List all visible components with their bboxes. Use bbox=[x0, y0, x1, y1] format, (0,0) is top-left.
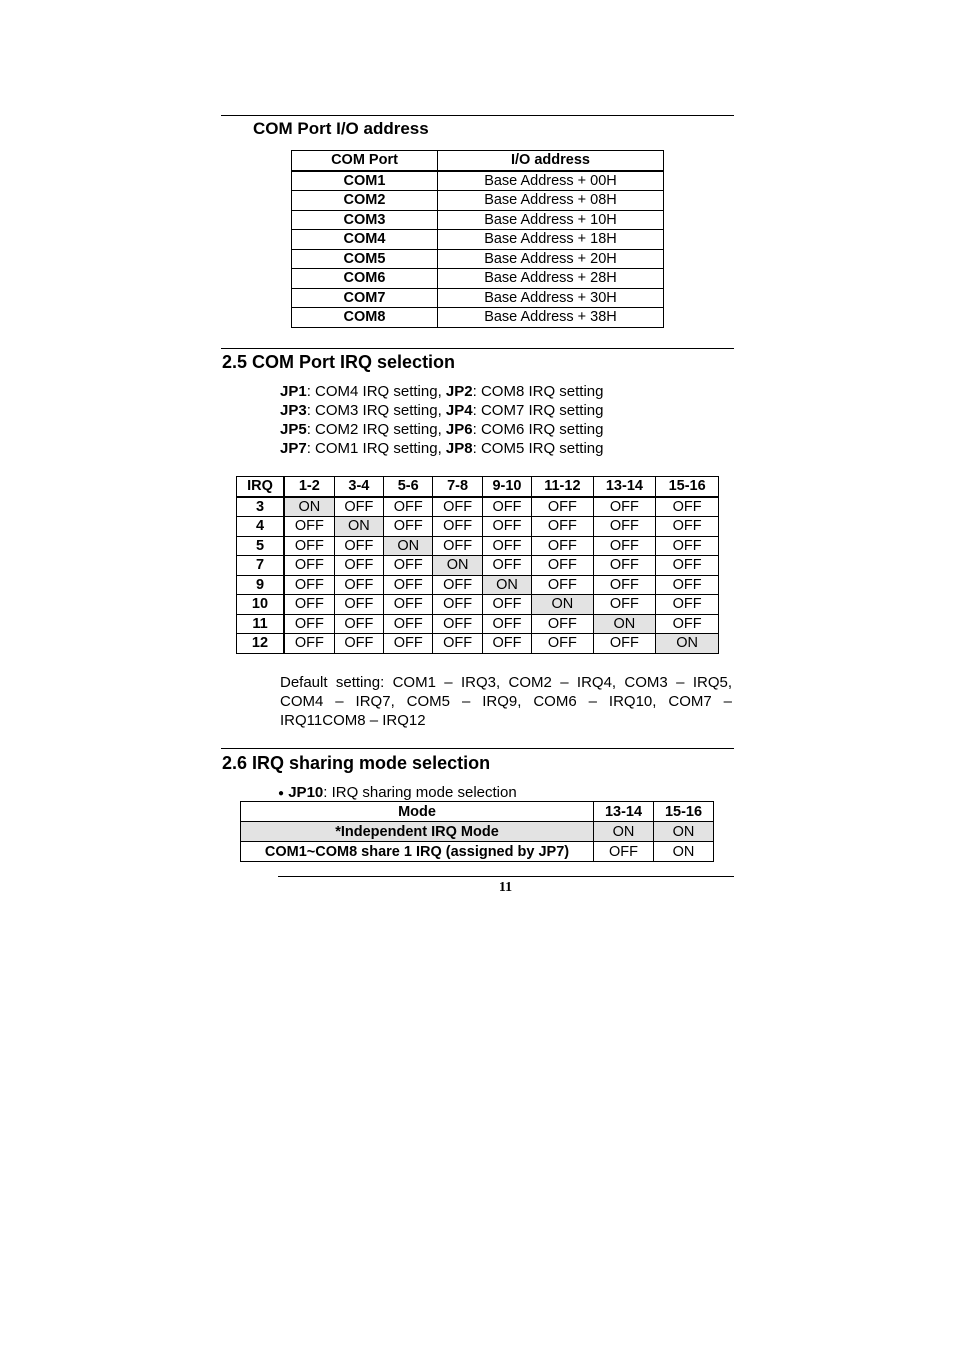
section-rule-2-6 bbox=[221, 748, 734, 749]
jumper-line bbox=[280, 382, 604, 401]
io-section-title: COM Port I/O address bbox=[253, 119, 429, 138]
table-row bbox=[292, 288, 664, 308]
com-port-cell: COM5 bbox=[292, 249, 438, 269]
jumper-state-cell: OFF bbox=[482, 614, 531, 634]
bottom-rule bbox=[278, 876, 734, 877]
mode-state-cell: ON bbox=[654, 822, 714, 842]
irq-header-cell: 15-16 bbox=[656, 477, 719, 497]
mode-header-13-14: 13-14 bbox=[594, 802, 654, 822]
jumper-text: : COM1 IRQ setting, bbox=[306, 440, 446, 457]
jumper-state-cell: OFF bbox=[482, 634, 531, 654]
jumper-text: : COM8 IRQ setting bbox=[472, 383, 604, 400]
table-row bbox=[292, 210, 664, 230]
jumper-state-cell: OFF bbox=[334, 556, 383, 576]
jumper-state-cell: OFF bbox=[532, 517, 593, 537]
jumper-state-cell: OFF bbox=[532, 536, 593, 556]
jumper-state-cell: OFF bbox=[656, 517, 719, 537]
jumper-state-cell: OFF bbox=[593, 536, 656, 556]
io-address-cell: Base Address + 28H bbox=[438, 269, 664, 289]
jumper-state-cell: OFF bbox=[284, 634, 334, 654]
io-address-cell: Base Address + 00H bbox=[438, 171, 664, 191]
jumper-state-cell: OFF bbox=[384, 556, 433, 576]
jumper-text: : COM5 IRQ setting bbox=[472, 440, 604, 457]
jumper-state-cell: OFF bbox=[284, 517, 334, 537]
table-row bbox=[237, 497, 719, 517]
jumper-state-cell: OFF bbox=[656, 556, 719, 576]
jumper-state-cell: OFF bbox=[284, 575, 334, 595]
table-row bbox=[237, 614, 719, 634]
jumper-description-list bbox=[280, 382, 604, 458]
jumper-state-cell: OFF bbox=[482, 556, 531, 576]
mode-name-cell: *Independent IRQ Mode bbox=[241, 822, 594, 842]
jumper-state-cell: ON bbox=[284, 497, 334, 517]
jumper-state-cell: OFF bbox=[384, 614, 433, 634]
jumper-text: : COM3 IRQ setting, bbox=[306, 402, 446, 419]
jumper-state-cell: OFF bbox=[384, 575, 433, 595]
jumper-label: JP3 bbox=[280, 402, 307, 419]
table-row bbox=[292, 308, 664, 328]
jumper-state-cell: OFF bbox=[433, 497, 482, 517]
io-header-io-address: I/O address bbox=[438, 151, 664, 171]
jumper-state-cell: OFF bbox=[384, 517, 433, 537]
jumper-state-cell: OFF bbox=[532, 614, 593, 634]
com-port-cell: COM1 bbox=[292, 171, 438, 191]
io-address-table bbox=[291, 150, 664, 328]
irq-number-cell: 9 bbox=[237, 575, 285, 595]
mode-state-cell: OFF bbox=[594, 842, 654, 862]
jumper-state-cell: OFF bbox=[482, 595, 531, 615]
section-rule-2-5 bbox=[221, 348, 734, 349]
irq-number-cell: 5 bbox=[237, 536, 285, 556]
jumper-state-cell: ON bbox=[593, 614, 656, 634]
com-port-cell: COM2 bbox=[292, 191, 438, 211]
com-port-cell: COM6 bbox=[292, 269, 438, 289]
irq-header-cell: IRQ bbox=[237, 477, 285, 497]
irq-header-cell: 5-6 bbox=[384, 477, 433, 497]
jumper-state-cell: ON bbox=[656, 634, 719, 654]
com-port-cell: COM8 bbox=[292, 308, 438, 328]
io-header-com-port: COM Port bbox=[292, 151, 438, 171]
io-address-cell: Base Address + 20H bbox=[438, 249, 664, 269]
irq-jumper-table bbox=[236, 476, 719, 654]
io-address-cell: Base Address + 10H bbox=[438, 210, 664, 230]
mode-state-cell: ON bbox=[594, 822, 654, 842]
jumper-state-cell: OFF bbox=[433, 536, 482, 556]
jumper-label: JP2 bbox=[445, 383, 473, 400]
jumper-label: JP6 bbox=[445, 421, 473, 438]
jumper-text: : COM4 IRQ setting, bbox=[306, 383, 446, 400]
table-row bbox=[237, 575, 719, 595]
jp10-bullet bbox=[278, 783, 517, 803]
jumper-state-cell: ON bbox=[334, 517, 383, 537]
io-address-cell: Base Address + 30H bbox=[438, 288, 664, 308]
table-row bbox=[237, 517, 719, 537]
jumper-state-cell: ON bbox=[532, 595, 593, 615]
table-row bbox=[241, 842, 714, 862]
table-row bbox=[292, 171, 664, 191]
jumper-state-cell: OFF bbox=[433, 595, 482, 615]
jumper-state-cell: OFF bbox=[656, 614, 719, 634]
default-setting-note: Default setting: COM1 – IRQ3, COM2 – IRQ4, COM3 – IRQ5, COM4 – IRQ7, COM5 – IRQ9, COM6 – IRQ10, COM7 – IRQ11COM8 – IRQ12 bbox=[280, 674, 732, 729]
jumper-state-cell: OFF bbox=[532, 634, 593, 654]
jumper-state-cell: OFF bbox=[433, 614, 482, 634]
jumper-state-cell: OFF bbox=[532, 556, 593, 576]
irq-header-cell: 3-4 bbox=[334, 477, 383, 497]
jumper-state-cell: OFF bbox=[593, 497, 656, 517]
irq-number-cell: 12 bbox=[237, 634, 285, 654]
jumper-state-cell: OFF bbox=[334, 634, 383, 654]
jumper-state-cell: OFF bbox=[656, 595, 719, 615]
jumper-line bbox=[280, 420, 604, 439]
jumper-state-cell: OFF bbox=[284, 614, 334, 634]
sharing-section-title: 2.6 IRQ sharing mode selection bbox=[222, 753, 491, 773]
jumper-state-cell: OFF bbox=[532, 497, 593, 517]
table-row bbox=[237, 536, 719, 556]
com-port-cell: COM3 bbox=[292, 210, 438, 230]
jumper-state-cell: OFF bbox=[284, 536, 334, 556]
jumper-state-cell: OFF bbox=[482, 497, 531, 517]
table-row bbox=[292, 230, 664, 250]
irq-header-cell: 13-14 bbox=[593, 477, 656, 497]
jumper-state-cell: OFF bbox=[656, 536, 719, 556]
irq-number-cell: 10 bbox=[237, 595, 285, 615]
irq-number-cell: 3 bbox=[237, 497, 285, 517]
jumper-label: JP5 bbox=[280, 421, 307, 438]
jumper-state-cell: OFF bbox=[593, 517, 656, 537]
jumper-line bbox=[280, 439, 604, 458]
jumper-state-cell: OFF bbox=[593, 634, 656, 654]
page-number: 11 bbox=[498, 880, 513, 895]
jp10-text: : IRQ sharing mode selection bbox=[323, 784, 517, 801]
irq-number-cell: 4 bbox=[237, 517, 285, 537]
jumper-line bbox=[280, 401, 604, 420]
jumper-state-cell: OFF bbox=[384, 497, 433, 517]
jumper-state-cell: OFF bbox=[433, 575, 482, 595]
jumper-label: JP4 bbox=[445, 402, 473, 419]
sharing-mode-table bbox=[240, 801, 714, 862]
io-address-cell: Base Address + 18H bbox=[438, 230, 664, 250]
io-address-cell: Base Address + 08H bbox=[438, 191, 664, 211]
irq-header-cell: 11-12 bbox=[532, 477, 593, 497]
jumper-state-cell: OFF bbox=[433, 517, 482, 537]
jp10-label: JP10 bbox=[288, 784, 324, 801]
mode-state-cell: ON bbox=[654, 842, 714, 862]
irq-number-cell: 7 bbox=[237, 556, 285, 576]
jumper-state-cell: OFF bbox=[656, 575, 719, 595]
jumper-label: JP8 bbox=[445, 440, 473, 457]
table-row bbox=[237, 556, 719, 576]
jumper-state-cell: OFF bbox=[656, 497, 719, 517]
jumper-state-cell: ON bbox=[433, 556, 482, 576]
irq-header-cell: 7-8 bbox=[433, 477, 482, 497]
irq-number-cell: 11 bbox=[237, 614, 285, 634]
jumper-state-cell: OFF bbox=[334, 595, 383, 615]
jumper-state-cell: OFF bbox=[593, 575, 656, 595]
jumper-state-cell: OFF bbox=[334, 536, 383, 556]
irq-header-cell: 1-2 bbox=[284, 477, 334, 497]
irq-section-title: 2.5 COM Port IRQ selection bbox=[222, 352, 456, 372]
jumper-state-cell: OFF bbox=[593, 556, 656, 576]
com-port-cell: COM7 bbox=[292, 288, 438, 308]
bullet-dot-icon: ● bbox=[278, 788, 285, 799]
mode-header: Mode bbox=[241, 802, 594, 822]
table-row bbox=[292, 191, 664, 211]
jumper-state-cell: OFF bbox=[433, 634, 482, 654]
jumper-label: JP1 bbox=[280, 383, 307, 400]
jumper-state-cell: OFF bbox=[384, 634, 433, 654]
table-row bbox=[292, 249, 664, 269]
jumper-text: : COM2 IRQ setting, bbox=[306, 421, 446, 438]
table-row bbox=[241, 822, 714, 842]
jumper-state-cell: ON bbox=[482, 575, 531, 595]
jumper-state-cell: ON bbox=[384, 536, 433, 556]
io-address-cell: Base Address + 38H bbox=[438, 308, 664, 328]
jumper-state-cell: OFF bbox=[334, 575, 383, 595]
table-row bbox=[237, 595, 719, 615]
jumper-state-cell: OFF bbox=[482, 517, 531, 537]
top-rule bbox=[221, 115, 734, 116]
jumper-state-cell: OFF bbox=[593, 595, 656, 615]
jumper-state-cell: OFF bbox=[384, 595, 433, 615]
jumper-state-cell: OFF bbox=[334, 614, 383, 634]
jumper-text: : COM6 IRQ setting bbox=[472, 421, 604, 438]
jumper-state-cell: OFF bbox=[334, 497, 383, 517]
irq-header-cell: 9-10 bbox=[482, 477, 531, 497]
jumper-state-cell: OFF bbox=[284, 556, 334, 576]
jumper-state-cell: OFF bbox=[532, 575, 593, 595]
mode-name-cell: COM1~COM8 share 1 IRQ (assigned by JP7) bbox=[241, 842, 594, 862]
jumper-label: JP7 bbox=[280, 440, 307, 457]
jumper-state-cell: OFF bbox=[284, 595, 334, 615]
jumper-text: : COM7 IRQ setting bbox=[472, 402, 604, 419]
com-port-cell: COM4 bbox=[292, 230, 438, 250]
table-row bbox=[292, 269, 664, 289]
table-row bbox=[237, 634, 719, 654]
jumper-state-cell: OFF bbox=[482, 536, 531, 556]
mode-header-15-16: 15-16 bbox=[654, 802, 714, 822]
